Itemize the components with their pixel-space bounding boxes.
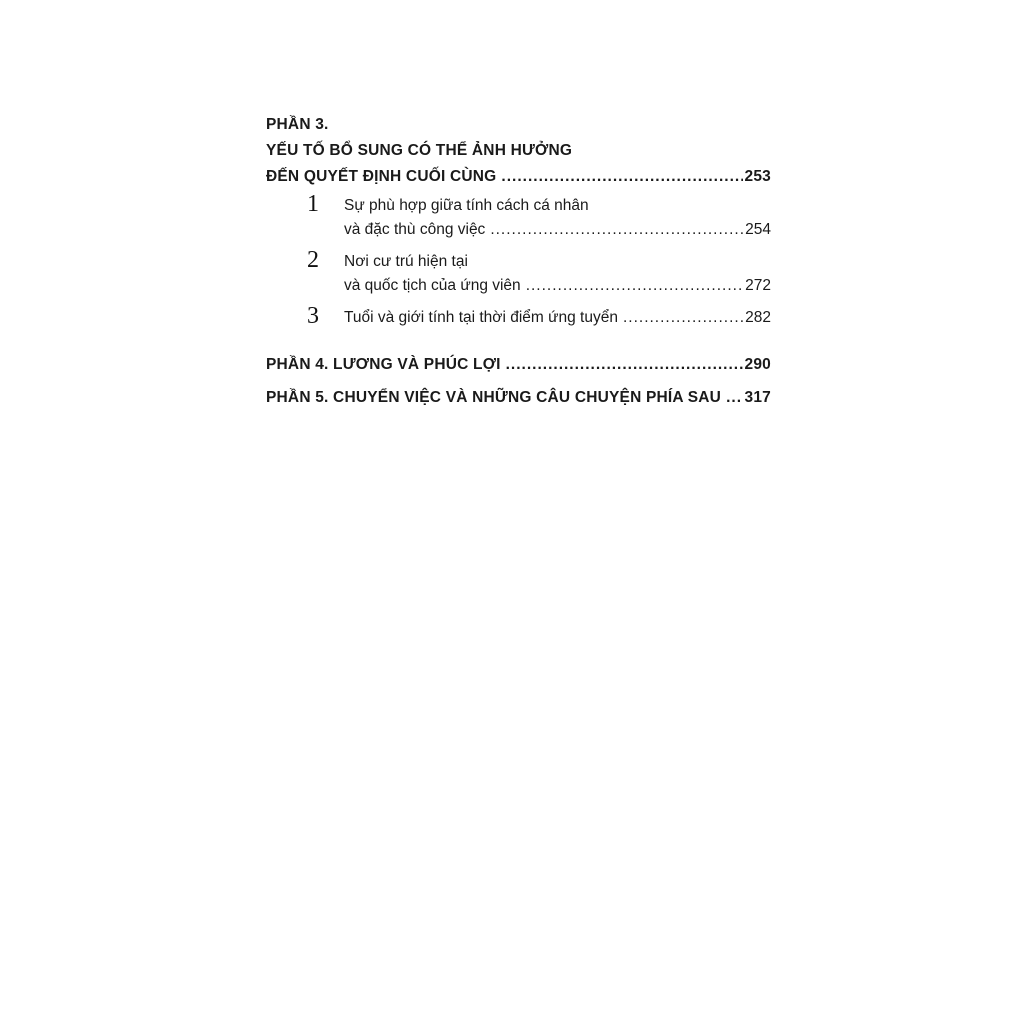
chapter-title-line-1: Nơi cư trú hiện tại	[344, 253, 468, 270]
page-number: 317	[744, 389, 771, 406]
chapter-title-line-2: và đặc thù công việc	[344, 221, 486, 238]
dot-leader	[506, 352, 743, 378]
page-number: 282	[745, 309, 771, 326]
dot-leader	[726, 385, 742, 411]
part-5-title: PHẦN 5. CHUYỂN VIỆC VÀ NHỮNG CÂU CHUYỆN PHÍA SAU	[266, 389, 722, 406]
page-number: 272	[745, 277, 771, 294]
toc-part-5[interactable]	[266, 385, 771, 411]
part-3-title-line-1: YẾU TỐ BỔ SUNG CÓ THỂ ẢNH HƯỞNG	[266, 142, 573, 159]
toc-chapter-2[interactable]	[266, 247, 771, 298]
dot-leader	[490, 218, 743, 242]
toc-chapter-3[interactable]	[266, 303, 771, 330]
part-3-label: PHẦN 3.	[266, 116, 329, 133]
table-of-contents	[266, 112, 771, 411]
chapter-title: Tuổi và giới tính tại thời điểm ứng tuyển	[344, 309, 618, 326]
dot-leader	[501, 164, 742, 190]
toc-part-3[interactable]	[266, 112, 771, 190]
chapter-number: 1	[307, 191, 319, 217]
part-4-title: PHẦN 4. LƯƠNG VÀ PHÚC LỢI	[266, 356, 501, 373]
dot-leader	[623, 306, 743, 330]
page-number: 254	[745, 221, 771, 238]
dot-leader	[526, 274, 743, 298]
toc-chapter-1[interactable]	[266, 191, 771, 242]
chapter-title-line-1: Sự phù hợp giữa tính cách cá nhân	[344, 197, 589, 214]
page-number: 290	[744, 356, 771, 373]
chapter-number: 2	[307, 247, 319, 273]
part-3-title-line-2: ĐẾN QUYẾT ĐỊNH CUỐI CÙNG	[266, 168, 497, 185]
chapter-title-line-2: và quốc tịch của ứng viên	[344, 277, 521, 294]
toc-part-4[interactable]	[266, 352, 771, 378]
chapter-number: 3	[307, 303, 319, 329]
page-number: 253	[744, 168, 771, 185]
